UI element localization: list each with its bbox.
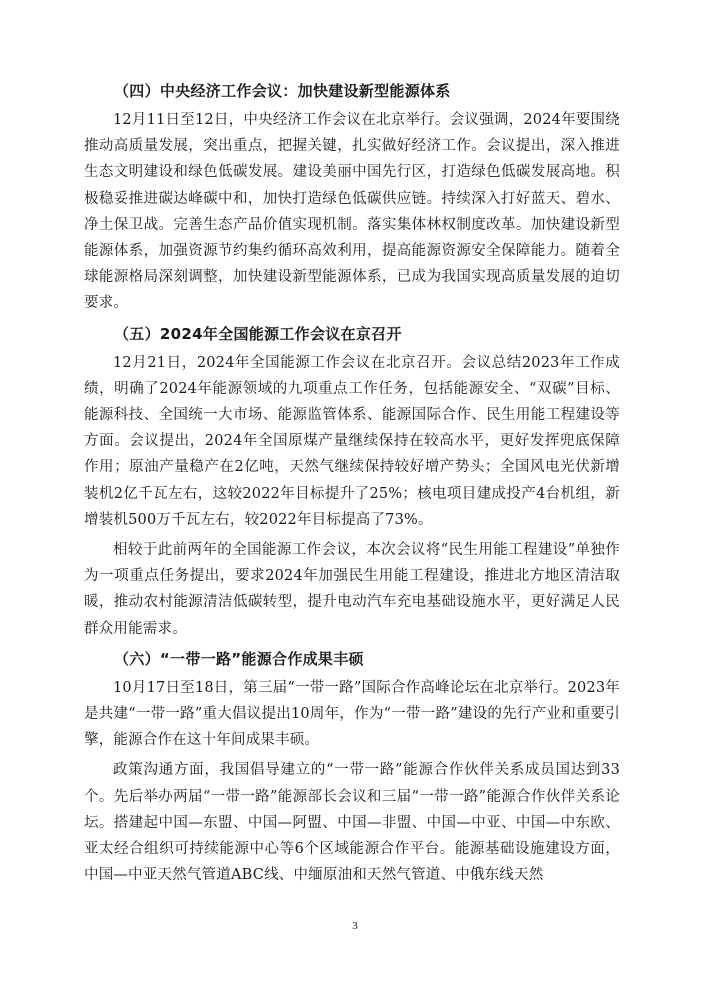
section-5 <box>84 321 620 642</box>
paragraph: 政策沟通方面，我国倡导建立的“一带一路”能源合作伙伴关系成员国达到33个。先后举办两届“一带一路”能源部长会议和三届“一带一路”能源合作伙伴关系论坛。搭建起中国—东盟、中国—阿盟、中国—非盟、中国—中亚、中国—中东欧、亚太经合组织可持续能源中心等6个区域能源合作平台。能源基础设施建设方面，中国—中亚天然气管道ABC线、中缅原油和天然气管道、中俄东线天然 <box>84 762 620 884</box>
paragraph: 12月11日至12日，中央经济工作会议在北京举行。会议强调，2024年要围绕推动高质量发展，突出重点，把握关键，扎实做好经济工作。会议提出，深入推进生态文明建设和绿色低碳发展。建设美丽中国先行区，打造绿色低碳发展高地。积极稳妥推进碳达峰碳中和，加快打造绿色低碳供应链。持续深入打好蓝天、碧水、净土保卫战。完善生态产品价值实现机制。落实集体林权制度改革。加快建设新型能源体系，加强资源节约集约循环高效利用，提高能源资源安全保障能力。随着全球能源格局深刻调整，加快建设新型能源体系，已成为我国实现高质量发展的迫切要求。 <box>84 112 620 312</box>
section-heading: （四）中央经济工作会议：加快建设新型能源体系 <box>114 82 451 100</box>
paragraph: 12月21日，2024年全国能源工作会议在北京召开。会议总结2023年工作成绩，明确了2024年能源领域的九项重点工作任务，包括能源安全、“双碳”目标、能源科技、全国统一大市场、能源监管体系、能源国际合作、民生用能工程建设等方面。会议提出，2024年全国原煤产量继续保持在较高水平，更好发挥兜底保障作用；原油产量稳产在2亿吨，天然气继续保持较好增产势头；全国风电光伏新增装机2亿千瓦左右，这较2022年目标提升了25%；核电项目建成投产4台机组，新增装机500万千瓦左右，较2022年目标提高了73%。 <box>84 354 620 528</box>
paragraph: 10月17日至18日，第三届“一带一路”国际合作高峰论坛在北京举行。2023年是共建“一带一路”重大倡议提出10周年，作为“一带一路”建设的先行产业和重要引擎，能源合作在这十年间成果丰硕。 <box>84 679 620 749</box>
section-heading: （五）2024年全国能源工作会议在京召开 <box>114 324 402 343</box>
page-content <box>84 78 620 892</box>
page-number: 3 <box>352 920 358 932</box>
section-4 <box>84 78 620 317</box>
paragraph: 相较于此前两年的全国能源工作会议，本次会议将“民生用能工程建设”单独作为一项重点任务提出，要求2024年加强民生用能工程建设，推进北方地区清洁取暖，推动农村能源清洁低碳转型，提升电动汽车充电基础设施水平，更好满足人民群众用能需求。 <box>84 542 620 637</box>
section-heading: （六）“一带一路”能源合作成果丰硕 <box>114 649 364 668</box>
section-6 <box>84 646 620 889</box>
